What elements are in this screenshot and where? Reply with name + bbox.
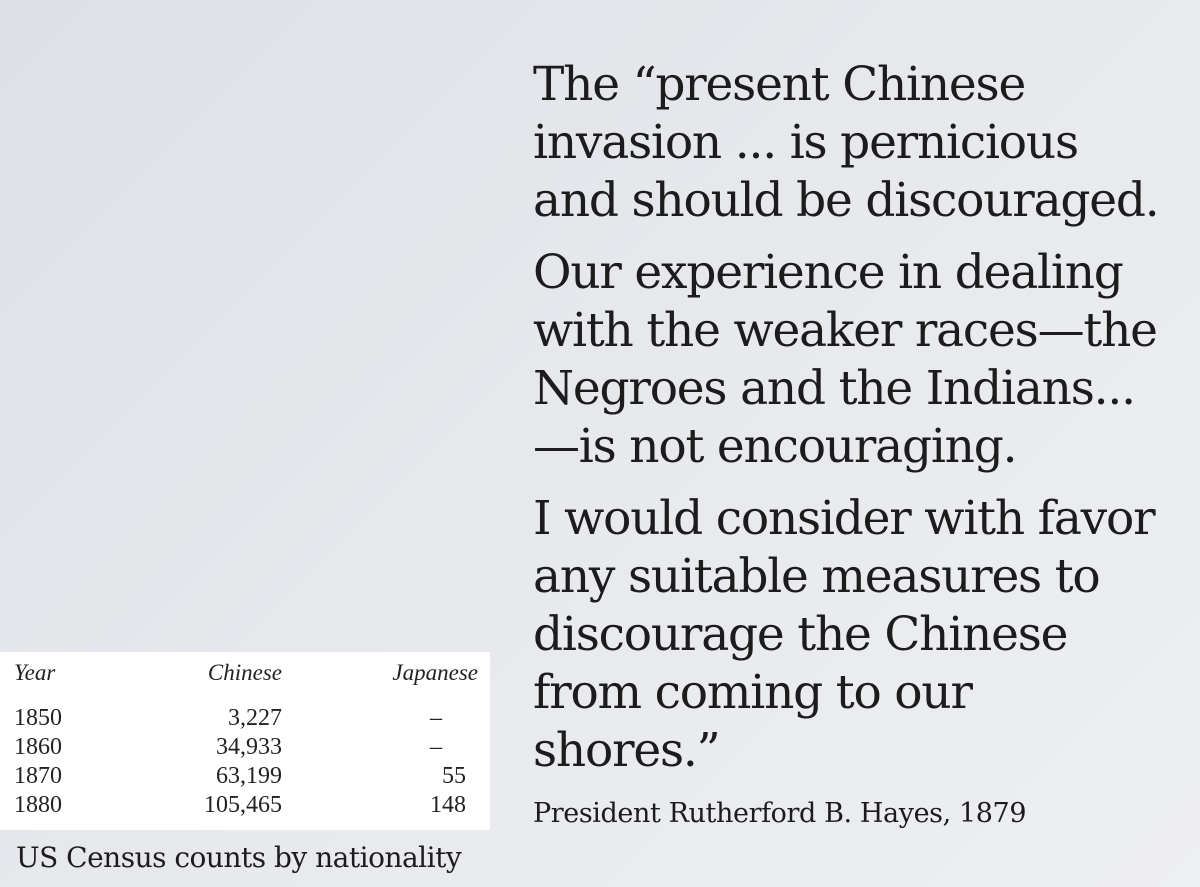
column-header-chinese: Chinese — [207, 660, 282, 685]
table-cell-japanese: – — [430, 734, 442, 760]
table-cell-chinese: 63,199 — [216, 763, 282, 789]
table-cell-chinese: 3,227 — [228, 705, 282, 731]
table-cell-japanese: 148 — [430, 792, 466, 818]
table-cell-year: 1860 — [14, 734, 62, 760]
census-table-panel — [0, 652, 490, 830]
column-header-year: Year — [14, 660, 56, 685]
census-caption: US Census counts by nationality — [16, 841, 462, 874]
column-header-japanese: Japanese — [392, 660, 478, 685]
quote-paragraph-1: The “present Chinese invasion ... is pernicious and should be discouraged. — [533, 57, 1159, 228]
table-row — [14, 762, 478, 791]
table-row — [14, 791, 478, 820]
table-cell-year: 1870 — [14, 763, 62, 789]
table-cell-chinese: 34,933 — [216, 734, 282, 760]
table-header-row — [14, 660, 478, 704]
quote-paragraph-3: I would consider with favor any suitable measures to discourage the Chinese from coming to our shores.” — [533, 491, 1155, 778]
quote-paragraph-2: Our experience in dealing with the weaker races—the Negroes and the Indians... —is not encouraging. — [533, 245, 1157, 474]
quote-block — [533, 56, 1193, 794]
table-cell-japanese: 55 — [442, 763, 466, 789]
table-cell-chinese: 105,465 — [204, 792, 282, 818]
table-cell-japanese: – — [430, 705, 442, 731]
census-table — [14, 660, 478, 820]
quote-attribution: President Rutherford B. Hayes, 1879 — [533, 798, 1027, 829]
table-row — [14, 733, 478, 762]
table-cell-year: 1850 — [14, 705, 62, 731]
table-row — [14, 704, 478, 733]
table-cell-year: 1880 — [14, 792, 62, 818]
